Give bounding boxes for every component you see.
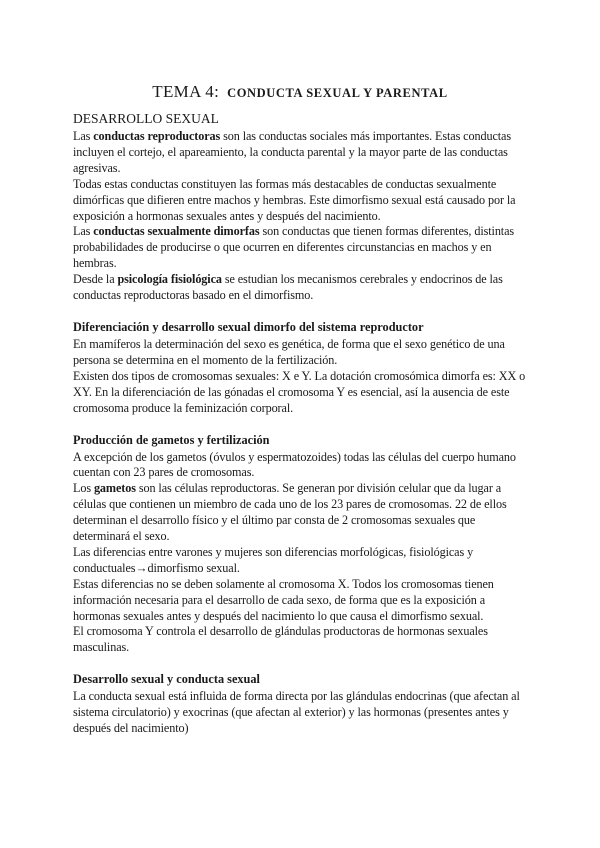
section-conducta-sexual bbox=[73, 671, 531, 737]
document-title bbox=[0, 82, 600, 102]
section-heading: Desarrollo sexual y conducta sexual bbox=[73, 672, 260, 687]
title-main: TEMA 4: bbox=[152, 82, 220, 101]
paragraph: Existen dos tipos de cromosomas sexuales: X e Y. La dotación cromosómica dimorfa es: XX o XY. En la diferenciación de las gónadas el cromosoma Y es esencial, así la ausencia de este cromosoma produce la feminización corporal. bbox=[73, 368, 526, 415]
bold-term: conductas sexualmente dimorfas bbox=[93, 224, 260, 239]
document-body bbox=[73, 110, 531, 737]
section-heading: Diferenciación y desarrollo sexual dimorfo del sistema reproductor bbox=[73, 319, 424, 334]
section-heading: Producción de gametos y fertilización bbox=[73, 432, 270, 447]
paragraph: Los gametos son las células reproductoras. Se generan por división celular que da lugar a células que contienen un miembro de cada uno de los 23 pares de cromosomas. 22 de ellos determinan el desarrollo físico y el último par consta de 2 cromosomas sexuales que determinará el sexo. bbox=[73, 481, 507, 544]
paragraph: En mamíferos la determinación del sexo es genética, de forma que el sexo genético de una persona se determina en el momento de la fertilización. bbox=[73, 336, 505, 367]
title-subtitle: CONDUCTA SEXUAL Y PARENTAL bbox=[227, 86, 448, 100]
bold-term: psicología fisiológica bbox=[117, 272, 222, 287]
paragraph: Las diferencias entre varones y mujeres son diferencias morfológicas, fisiológicas y conductuales→dimorfismo sexual. bbox=[73, 544, 474, 575]
paragraph: Todas estas conductas constituyen las formas más destacables de conductas sexualmente dimórficas que difieren entre machos y hembras. Este dimorfismo sexual está causado por la exposición a hormonas sexuales antes y después del nacimiento. bbox=[73, 176, 516, 223]
section-heading: DESARROLLO SEXUAL bbox=[73, 111, 219, 126]
bold-term: gametos bbox=[93, 481, 136, 496]
section-desarrollo-sexual bbox=[73, 110, 531, 304]
bold-term: conductas reproductoras bbox=[93, 129, 221, 143]
paragraph: La conducta sexual está influida de forma directa por las glándulas endocrinas (que afectan al sistema circulatorio) y exocrinas (que afectan al exterior) y las hormonas (presentes antes y después del nacimiento) bbox=[73, 689, 520, 736]
section-gametos bbox=[73, 432, 531, 657]
paragraph: Las conductas reproductoras son las conductas sociales más importantes. Estas conductas incluyen el cortejo, el apareamiento, la conducta parental y la mayor parte de las conductas agresivas. bbox=[73, 129, 512, 175]
paragraph: Estas diferencias no se deben solamente al cromosoma X. Todos los cromosomas tienen información necesaria para el desarrollo de cada sexo, de forma que es la exposición a hormonas sexuales antes y después del nacimiento lo que causa el dimorfismo sexual. bbox=[73, 576, 494, 623]
paragraph: A excepción de los gametos (óvulos y espermatozoides) todas las células del cuerpo humano cuentan con 23 pares de cromosomas. bbox=[73, 449, 516, 480]
section-diferenciacion bbox=[73, 319, 531, 417]
paragraph: Las conductas sexualmente dimorfas son conductas que tienen formas diferentes, distintas probabilidades de producirse o que ocurren en diferentes circunstancias en machos y en hembras. bbox=[73, 224, 515, 271]
paragraph: El cromosoma Y controla el desarrollo de glándulas productoras de hormonas sexuales masculinas. bbox=[73, 624, 488, 655]
paragraph: Desde la psicología fisiológica se estudian los mecanismos cerebrales y endocrinos de las conductas reproductoras basado en el dimorfismo. bbox=[73, 272, 503, 303]
